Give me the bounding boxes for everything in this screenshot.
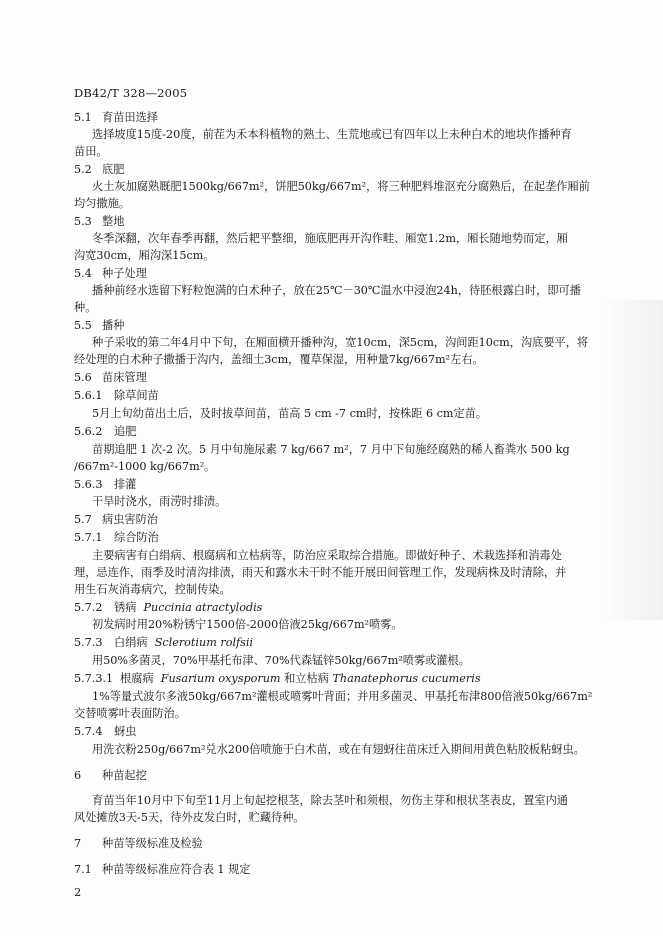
scan-shadow (603, 300, 663, 620)
section-5-3-heading: 5.3 整地 (74, 215, 125, 228)
section-5-6-2-text: /667m²-1000 kg/667m²。 (74, 460, 216, 473)
section-5-7-3-1-heading: 5.7.3.1 根腐病 Fusarium oxysporum 和立枯病 Thanatephorus cucumeris (74, 672, 481, 685)
section-6-heading: 6 种苗起挖 (74, 769, 147, 782)
section-5-7-3-text: 用50%多菌灵，70%甲基托布津、70%代森锰锌50kg/667m²喷雾或灌根。 (92, 654, 470, 667)
section-5-5-text: 经处理的白术种子撒播于沟内，盖细土3cm，覆草保湿，用种量7kg/667m²左右。 (74, 353, 484, 366)
section-5-4-text: 种。 (74, 301, 97, 314)
section-5-7-2-heading: 5.7.2 锈病 Puccinia atractylodis (74, 601, 263, 614)
document-header: DB42/T 328—2005 (74, 86, 188, 100)
section-7-1-heading: 7.1 种苗等级标准应符合表 1 规定 (74, 863, 251, 876)
section-5-7-2-text: 初发病时用20%粉锈宁1500倍-2000倍液25kg/667m²喷雾。 (92, 618, 403, 631)
section-5-7-4-text: 用洗衣粉250g/667m²兑水200倍喷施于白术苗，或在有翅蚜往苗床迁入期间用黄色粘胶板粘蚜虫。 (92, 743, 585, 756)
section-5-4-text: 播种前经水选留下籽粒饱满的白术种子，放在25℃－30℃温水中浸泡24h，待胚根露白时，即可播 (92, 284, 581, 297)
section-5-7-4-heading: 5.7.4 蚜虫 (74, 725, 137, 738)
page-number: 2 (74, 885, 82, 899)
section-5-6-1-text: 5月上旬幼苗出土后，及时拔草间苗，苗高 5 cm -7 cm时，按株距 6 cm定苗。 (92, 407, 488, 420)
section-5-6-3-text: 干旱时浇水，雨涝时排渍。 (92, 495, 227, 508)
section-5-6-1-heading: 5.6.1 除草间苗 (74, 389, 159, 402)
section-5-6-2-text: 苗期追肥 1 次-2 次。5 月中旬施尿素 7 kg/667 m²，7 月中下旬施经腐熟的稀人畜粪水 500 kg (92, 443, 570, 456)
section-5-7-3-heading: 5.7.3 白绢病 Sclerotium rolfsii (74, 636, 254, 649)
section-6-text: 风处摊放3天-5天，待外皮发白时，贮藏待种。 (74, 811, 305, 824)
section-5-7-3-1-text: 交替喷雾叶表面防治。 (74, 707, 186, 720)
section-5-4-heading: 5.4 种子处理 (74, 267, 147, 280)
section-5-1-text: 苗田。 (74, 145, 108, 158)
section-5-7-1-text: 主要病害有白绢病、根腐病和立枯病等，防治应采取综合措施。即做好种子、术栽选择和消毒处 (92, 549, 562, 562)
section-5-5-heading: 5.5 播种 (74, 319, 125, 332)
section-6-text: 育苗当年10月中下旬至11月上旬起挖根茎，除去茎叶和须根，勿伤主芽和根状茎表皮，置室内通 (92, 794, 568, 807)
section-5-1-heading: 5.1 育苗田选择 (74, 111, 158, 124)
section-5-6-2-heading: 5.6.2 追肥 (74, 425, 137, 438)
section-5-3-text: 沟宽30cm，厢沟深15cm。 (74, 249, 215, 262)
section-5-7-1-text: 理，忌连作，雨季及时清沟排渍，雨天和露水未干时不能开展田间管理工作，发现病株及时清除，并 (74, 566, 567, 579)
section-5-6-heading: 5.6 苗床管理 (74, 371, 147, 384)
section-5-2-text: 均匀撒施。 (74, 197, 130, 210)
section-5-1-text: 选择坡度15度-20度，前茬为禾本科植物的熟土、生荒地或已有四年以上未种白术的地块作播种育 (92, 128, 572, 141)
section-5-7-heading: 5.7 病虫害防治 (74, 513, 158, 526)
section-7-heading: 7 种苗等级标准及检验 (74, 837, 203, 850)
section-5-2-heading: 5.2 底肥 (74, 163, 125, 176)
section-5-7-1-heading: 5.7.1 综合防治 (74, 531, 159, 544)
section-5-2-text: 火土灰加腐熟厩肥1500kg/667m²，饼肥50kg/667m²，将三种肥料堆沤充分腐熟后，在起垄作厢前 (92, 180, 590, 193)
section-5-3-text: 冬季深翻，次年春季再翻，然后耙平整细，施底肥再开沟作畦、厢宽1.2m，厢长随地势而定，厢 (92, 232, 568, 245)
section-5-7-3-1-text: 1%等量式波尔多液50kg/667m²灌根或喷雾叶背面；并用多菌灵、甲基托布津800倍液50kg/667m² (92, 690, 593, 703)
section-5-7-1-text: 用生石灰消毒病穴，控制传染。 (74, 583, 231, 596)
section-5-6-3-heading: 5.6.3 排灌 (74, 478, 137, 491)
section-5-5-text: 种子采收的第二年4月中下旬，在厢面横开播种沟，宽10cm，深5cm，沟间距10cm，沟底要平，将 (92, 336, 589, 349)
